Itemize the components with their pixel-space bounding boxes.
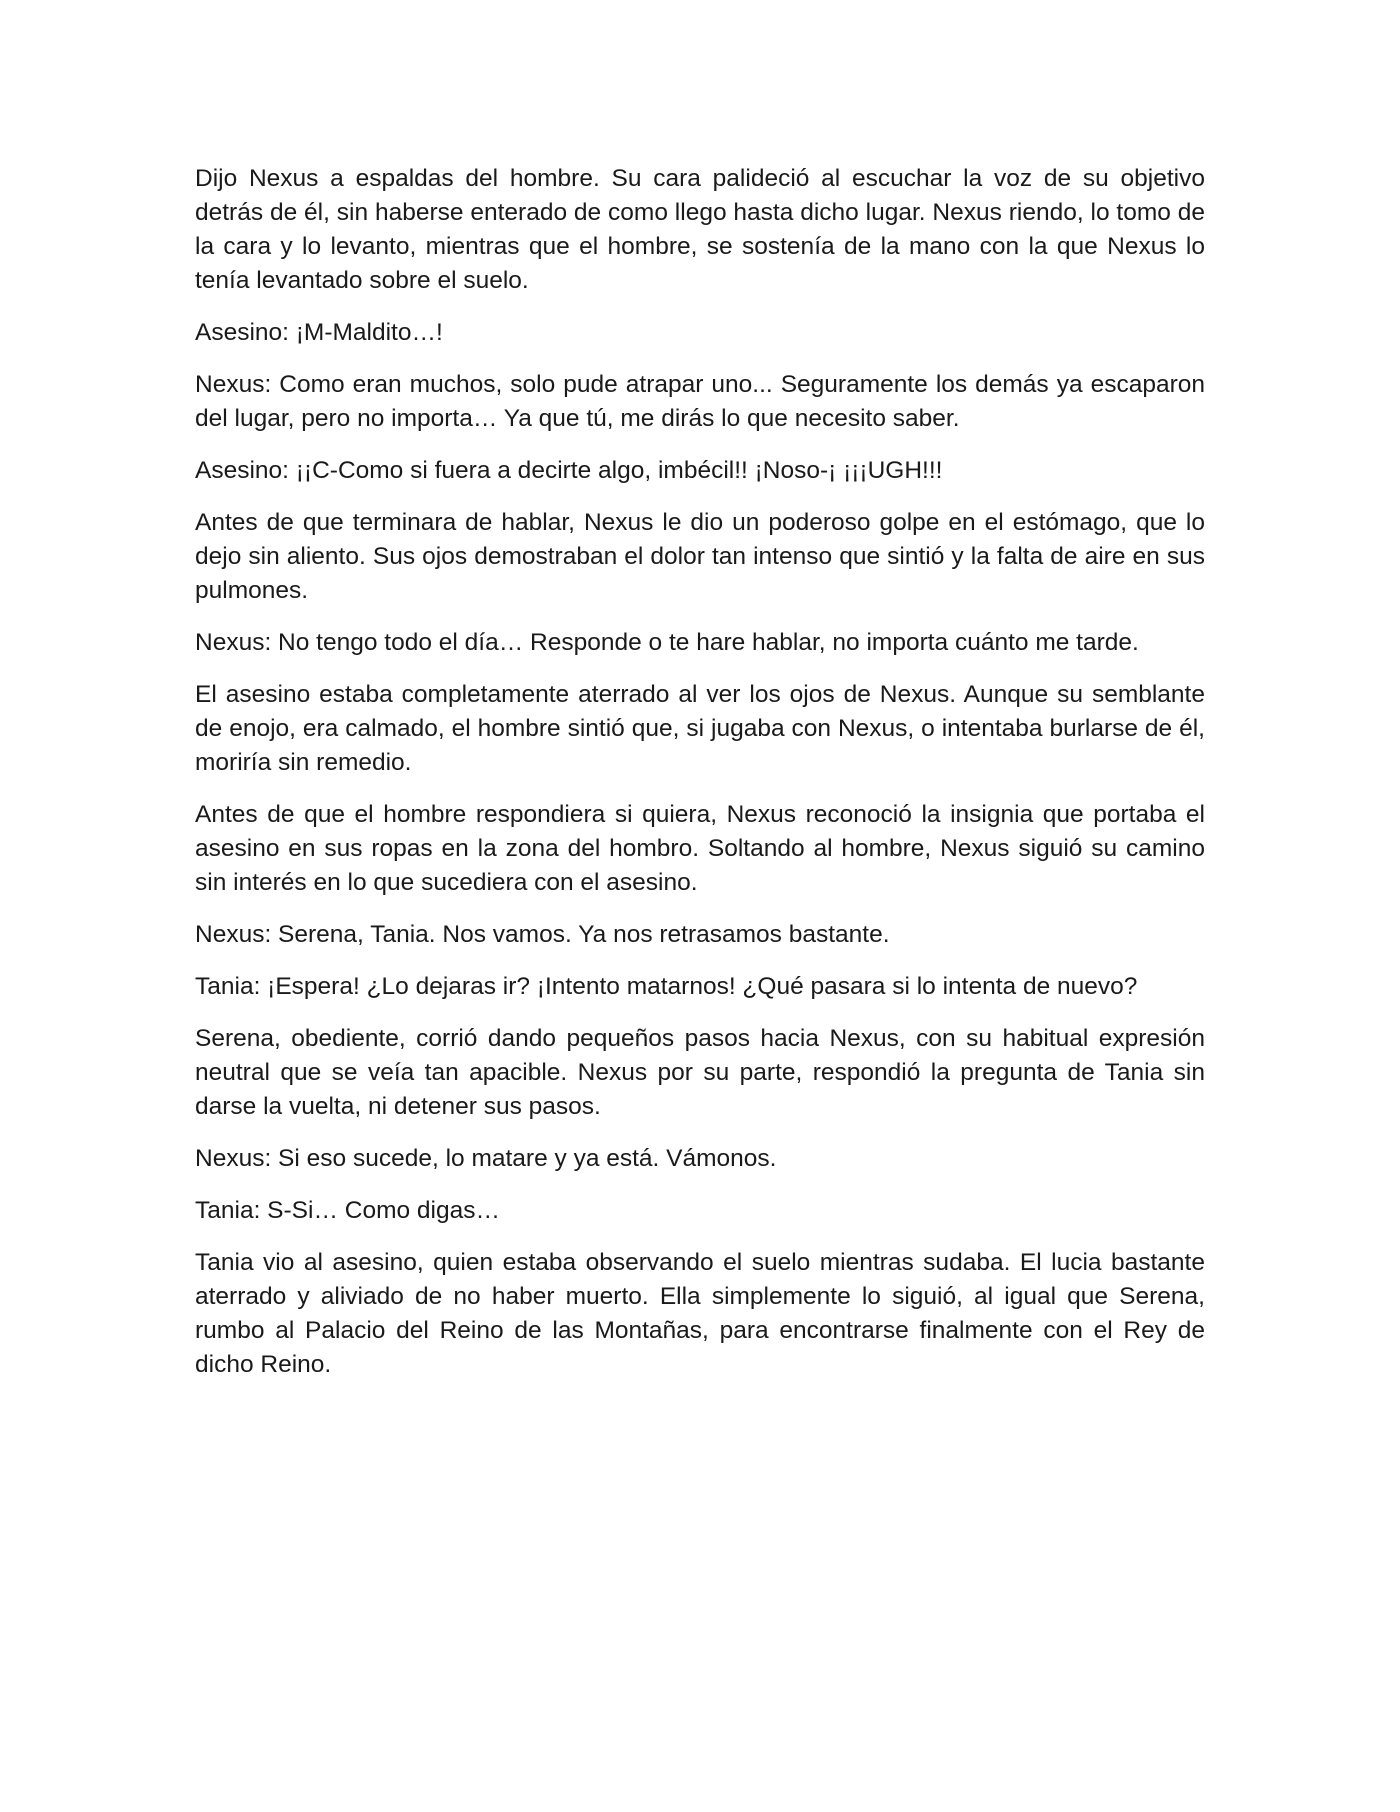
narration-paragraph: Antes de que el hombre respondiera si quiera, Nexus reconoció la insignia que portaba el asesino en sus ropas en la zona del hombro. Soltando al hombre, Nexus siguió su camino sin interés en lo que sucediera con el asesino. — [195, 801, 1205, 896]
dialogue-line-asesino: Asesino: ¡¡C-Como si fuera a decirte algo, imbécil!! ¡Noso-¡ ¡¡¡UGH!!! — [195, 457, 943, 484]
document-body — [195, 162, 1205, 1400]
narration-paragraph: Tania vio al asesino, quien estaba observando el suelo mientras sudaba. El lucia bastante aterrado y aliviado de no haber muerto. Ella simplemente lo siguió, al igual que Serena, rumbo al Palacio del Reino de las Montañas, para encontrarse finalmente con el Rey de dicho Reino. — [195, 1249, 1205, 1378]
dialogue-line-nexus: Nexus: No tengo todo el día… Responde o te hare hablar, no importa cuánto me tarde. — [195, 629, 1139, 656]
dialogue-line-asesino: Asesino: ¡M-Maldito…! — [195, 319, 443, 346]
narration-paragraph: Serena, obediente, corrió dando pequeños pasos hacia Nexus, con su habitual expresión neutral que se veía tan apacible. Nexus por su parte, respondió la pregunta de Tania sin darse la vuelta, ni detener sus pasos. — [195, 1025, 1205, 1120]
dialogue-line-nexus: Nexus: Serena, Tania. Nos vamos. Ya nos retrasamos bastante. — [195, 921, 890, 948]
narration-paragraph: Dijo Nexus a espaldas del hombre. Su cara palideció al escuchar la voz de su objetivo detrás de él, sin haberse enterado de como llego hasta dicho lugar. Nexus riendo, lo tomo de la cara y lo levanto, mientras que el hombre, se sostenía de la mano con la que Nexus lo tenía levantado sobre el suelo. — [195, 165, 1205, 294]
dialogue-line-nexus: Nexus: Si eso sucede, lo matare y ya está. Vámonos. — [195, 1145, 777, 1172]
narration-paragraph: Antes de que terminara de hablar, Nexus le dio un poderoso golpe en el estómago, que lo dejo sin aliento. Sus ojos demostraban el dolor tan intenso que sintió y la falta de aire en sus pulmones. — [195, 509, 1205, 604]
narration-paragraph: El asesino estaba completamente aterrado al ver los ojos de Nexus. Aunque su semblante de enojo, era calmado, el hombre sintió que, si jugaba con Nexus, o intentaba burlarse de él, moriría sin remedio. — [195, 681, 1205, 776]
dialogue-line-tania: Tania: ¡Espera! ¿Lo dejaras ir? ¡Intento matarnos! ¿Qué pasara si lo intenta de nuevo? — [195, 973, 1138, 1000]
dialogue-line-tania: Tania: S-Si… Como digas… — [195, 1197, 501, 1224]
dialogue-line-nexus: Nexus: Como eran muchos, solo pude atrapar uno... Seguramente los demás ya escaparon del lugar, pero no importa… Ya que tú, me dirás lo que necesito saber. — [195, 371, 1205, 432]
